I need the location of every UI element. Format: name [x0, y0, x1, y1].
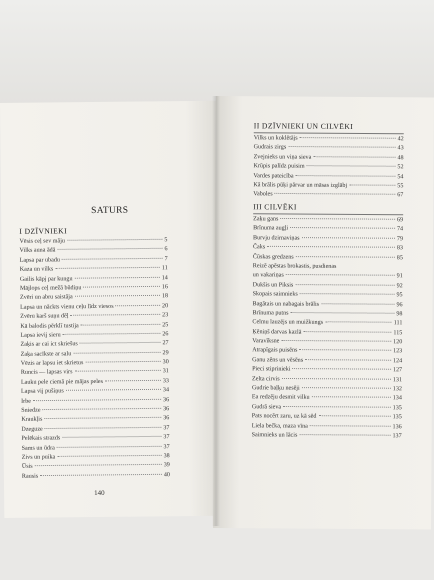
toc-entry-title: Liela bečka, maza vīna	[251, 422, 308, 430]
toc-entry-page: 52	[397, 164, 404, 171]
toc-entry-title: Zaķu gans	[253, 216, 279, 223]
toc-entry-title: Mājlops ceļ mežā būdiņu	[19, 285, 82, 292]
toc-leader-dots	[280, 218, 395, 220]
toc-leader-dots	[307, 165, 396, 167]
toc-leader-dots	[57, 455, 161, 457]
toc-entry-title: Kā balodis pērklī tustija	[20, 322, 79, 330]
toc-leader-dots	[302, 237, 395, 239]
toc-leader-dots	[43, 408, 162, 410]
toc-entry-page: 98	[396, 311, 403, 318]
toc-entry-title: Lapsa ievij sieru	[20, 332, 61, 339]
toc-leader-dots	[305, 359, 391, 361]
toc-leader-dots	[290, 227, 395, 229]
toc-entry-title: Reizē apēstas brokastis, pusdienas	[252, 263, 337, 270]
toc-entry-title: Lapsa par ubadu	[19, 257, 60, 264]
toc-entry-page: 123	[393, 348, 403, 355]
toc-leader-dots	[267, 246, 395, 248]
toc-entry-page: 48	[397, 155, 404, 162]
toc-entry-page: 7	[164, 256, 168, 263]
toc-entry-title: Zelta cirvis	[252, 375, 280, 383]
left-page	[0, 101, 222, 518]
toc-leader-dots	[83, 286, 159, 288]
toc-entry-page: 95	[396, 292, 403, 299]
toc-entry-title: Rausis	[21, 473, 39, 480]
toc-entry-page: 25	[162, 321, 169, 328]
toc-entry-page: 54	[397, 173, 404, 180]
toc-entry-title: Zaķis ar cai ict skriešus	[20, 341, 78, 349]
toc-leader-dots	[281, 340, 391, 342]
toc-leader-dots	[283, 406, 391, 408]
toc-entry-page: 55	[397, 183, 404, 190]
toc-entry-title: Ūsis	[21, 464, 33, 471]
toc-leader-dots	[57, 248, 162, 250]
toc-entry-page: 91	[396, 273, 403, 280]
toc-entry	[253, 181, 403, 191]
toc-entry	[252, 431, 402, 441]
toc-entry-title: Vēzis ar lapsu iet skrietus	[20, 360, 84, 367]
toc-entry-page: 67	[397, 192, 404, 199]
toc-entry-title: Vardes pateicība	[253, 172, 294, 180]
toc-leader-dots	[321, 303, 394, 305]
toc-leader-dots	[318, 415, 390, 417]
toc-entry-title: Vaboles	[253, 191, 273, 198]
toc-leader-dots	[300, 137, 396, 139]
toc-entry-title: Gudrais zirgs	[253, 144, 287, 151]
toc-entry-title: Irbe	[21, 398, 31, 405]
toc-entry-page: 26	[162, 331, 169, 338]
toc-leader-dots	[74, 276, 159, 278]
toc-entry-title: Zaķa sacīkste ar salu	[20, 350, 72, 358]
toc-leader-dots	[310, 425, 391, 427]
toc-entry-title: Brīnuma augļi	[253, 225, 289, 232]
toc-entry-title: Pelēkais strazds	[21, 435, 61, 442]
toc-entry-title: Zvejnieks un viņa sieva	[253, 154, 312, 161]
toc-leader-dots	[81, 323, 161, 325]
toc-leader-dots	[74, 370, 160, 372]
toc-entry-title: Sniedze	[21, 407, 41, 414]
toc-leader-dots	[67, 239, 162, 241]
toc-entry-title: Čūskas gredzens	[252, 253, 294, 261]
toc-entry-title: Kā brālis pūķi pārvar un māsas izglābj	[253, 182, 348, 189]
toc-entry-page: 85	[396, 254, 403, 261]
toc-entry-title: Gailis kāpj par kungu	[19, 275, 73, 283]
toc-entry-page: 27	[162, 340, 169, 347]
toc-leader-dots	[45, 427, 162, 429]
toc-entry-title: Lapsa un nāckts vienu ceļu līdz viesos	[20, 303, 114, 311]
toc-entry-page: 34	[162, 387, 170, 394]
toc-leader-dots	[296, 256, 395, 258]
toc-leader-dots	[40, 474, 162, 476]
toc-leader-dots	[33, 398, 161, 400]
toc-leader-dots	[299, 350, 391, 352]
toc-entry-page: 14	[161, 274, 168, 281]
toc-entry-page: 136	[392, 423, 402, 430]
toc-entry-title: Kraukļis	[21, 416, 43, 424]
toc-leader-dots	[55, 267, 160, 269]
toc-leader-dots	[105, 380, 161, 382]
toc-entry-page: 29	[162, 349, 169, 356]
toc-entry-page: 96	[396, 301, 403, 308]
toc-leader-dots	[300, 293, 395, 295]
toc-entry-page: 37	[163, 443, 170, 450]
toc-leader-dots	[286, 274, 395, 276]
toc-entry-page: 18	[161, 293, 169, 300]
page-number: 140	[94, 488, 105, 498]
toc-entry	[22, 471, 170, 482]
toc-entry-title: Kaza un vilks	[19, 266, 54, 273]
toc-entry-title: Zivs un puika	[21, 454, 56, 461]
toc-entry-page: 31	[162, 368, 169, 375]
toc-entry-page: 36	[162, 396, 170, 403]
toc-entry-title: Vēsis ceļ sev māju	[19, 238, 66, 245]
toc-entry-title: Vilks auna ādā	[19, 247, 56, 255]
background-surface	[0, 0, 434, 105]
toc-leader-dots	[62, 436, 161, 438]
toc-leader-dots	[291, 312, 395, 314]
toc-entry-title: Runcis — lapsas virs	[20, 369, 73, 377]
toc-entry-page: 124	[392, 358, 403, 365]
right-page	[213, 96, 434, 530]
toc-entry-title: Dukšis un Piksis	[252, 281, 294, 289]
toc-entry-page: 132	[392, 386, 402, 393]
book-gutter	[212, 96, 220, 526]
toc-entry-title: Čaks	[252, 244, 266, 251]
toc-entry-title: Krūpis palīdz puisim	[253, 163, 305, 170]
toc-entry-page: 83	[396, 245, 403, 252]
toc-entry-page: 37	[163, 425, 170, 432]
toc-entry-page: 6	[164, 246, 168, 253]
toc-leader-dots	[296, 175, 396, 177]
toc-leader-dots	[80, 342, 161, 344]
toc-entry-page: 11	[161, 265, 168, 272]
toc-entry-title: Zvēru karš suņu dēļ	[20, 313, 69, 320]
contents-heading: SATURS	[91, 205, 129, 217]
section-title-animals: I DZĪVNIEKI	[19, 226, 68, 236]
toc-entry-page: 43	[397, 145, 404, 152]
toc-entry-page: 23	[162, 312, 169, 319]
toc-leader-dots	[288, 146, 395, 148]
toc-entry-title: Gudrie baļķu nesēji	[251, 385, 300, 392]
toc-entry-page: 137	[392, 433, 402, 440]
toc-leader-dots	[73, 352, 160, 354]
right-toc-list-1	[253, 134, 403, 201]
toc-entry-page: 69	[397, 217, 404, 224]
toc-entry-page: 39	[163, 462, 170, 469]
toc-leader-dots	[75, 295, 160, 297]
toc-entry-page: 120	[393, 339, 403, 346]
toc-entry-page: 115	[393, 329, 403, 336]
left-toc-list	[19, 236, 170, 482]
toc-entry-title: Atrapīgais puisēns	[252, 347, 298, 355]
toc-leader-dots	[116, 305, 160, 306]
toc-leader-dots	[66, 389, 161, 391]
toc-leader-dots	[325, 322, 392, 323]
toc-entry-page: 38	[163, 453, 170, 460]
toc-entry-title: Gudrā sieva	[251, 404, 282, 411]
toc-leader-dots	[62, 258, 163, 260]
toc-entry-title: Varavīksne	[252, 338, 280, 345]
toc-entry-title: Bagātais un nabagais brālis	[252, 300, 320, 308]
toc-entry-title: Burvju dzirnaviņas	[252, 235, 300, 242]
toc-entry-page: 131	[392, 376, 403, 383]
toc-entry-page: 33	[162, 378, 169, 385]
section-title-animals-people: II DZĪVNIEKI UN CILVĒKI	[253, 121, 354, 131]
toc-leader-dots	[293, 368, 391, 370]
section-title-people: III CILVĒKI	[253, 202, 297, 212]
toc-leader-dots	[313, 156, 395, 158]
toc-entry-title: Zvēri un abru saistāja	[20, 294, 73, 302]
toc-entry-page: 40	[163, 472, 170, 479]
toc-leader-dots	[70, 314, 160, 316]
toc-leader-dots	[85, 361, 160, 363]
toc-entry-page: 134	[392, 395, 402, 402]
toc-leader-dots	[35, 464, 162, 466]
toc-entry-title: Lapsa vij pušiņus	[20, 388, 64, 396]
toc-entry-page: 20	[162, 302, 169, 310]
toc-entry-title: Vilks un koklētājs	[253, 135, 298, 142]
toc-entry-title: Dzeguze	[21, 426, 43, 433]
toc-leader-dots	[44, 417, 161, 419]
toc-entry-page: 37	[163, 434, 170, 441]
toc-entry-title: Saimnieks un lācis	[251, 432, 298, 439]
toc-entry-title: Lauku pele ciemā pie mājas peles	[20, 378, 104, 386]
toc-leader-dots	[295, 284, 394, 286]
toc-entry-page: 16	[161, 284, 168, 291]
toc-entry-title: Brīnuma putns	[252, 310, 289, 317]
toc-leader-dots	[275, 193, 396, 195]
toc-leader-dots	[63, 333, 161, 335]
toc-entry-page: 30	[162, 359, 169, 366]
toc-leader-dots	[57, 445, 162, 447]
toc-leader-dots	[303, 331, 391, 333]
toc-entry-page: 5	[164, 237, 168, 244]
toc-leader-dots	[312, 397, 391, 399]
toc-leader-dots	[302, 387, 391, 389]
toc-entry-page: 92	[396, 282, 403, 290]
toc-entry-title: Pats nocērt zaru, uz kā sēd	[251, 413, 317, 420]
toc-entry-page: 36	[163, 415, 170, 422]
toc-entry-page: 111	[393, 320, 403, 327]
toc-entry-page: 127	[392, 367, 403, 374]
toc-entry-title: Pieci stiprinieki	[252, 366, 291, 373]
toc-entry-page: 135	[392, 414, 402, 421]
toc-entry-title: Ea redzēju desmit vilku	[251, 394, 310, 402]
toc-leader-dots	[282, 378, 391, 380]
toc-entry-page: 42	[397, 136, 404, 143]
toc-entry-page: 79	[396, 236, 404, 243]
toc-entry-title: Ganu zēns un vēsēns	[252, 357, 304, 364]
toc-leader-dots	[299, 434, 390, 436]
toc-entry-title: Skopais saimnieks	[252, 291, 298, 298]
toc-entry-title: un vakariņas	[252, 272, 284, 279]
toc-leader-dots	[349, 184, 395, 185]
toc-entry	[253, 191, 403, 201]
toc-entry-page: 74	[396, 226, 404, 233]
toc-entry	[253, 234, 403, 244]
right-toc-list-2	[252, 215, 404, 441]
toc-entry-page: 36	[163, 406, 170, 413]
toc-entry-title: Celmu lauzējs un muižkungs	[252, 319, 324, 327]
toc-entry-title: Sams un ūdra	[21, 445, 55, 452]
toc-entry-page: 135	[392, 405, 402, 412]
toc-entry-title: Ķēniņš darvas kazlā	[252, 328, 302, 336]
